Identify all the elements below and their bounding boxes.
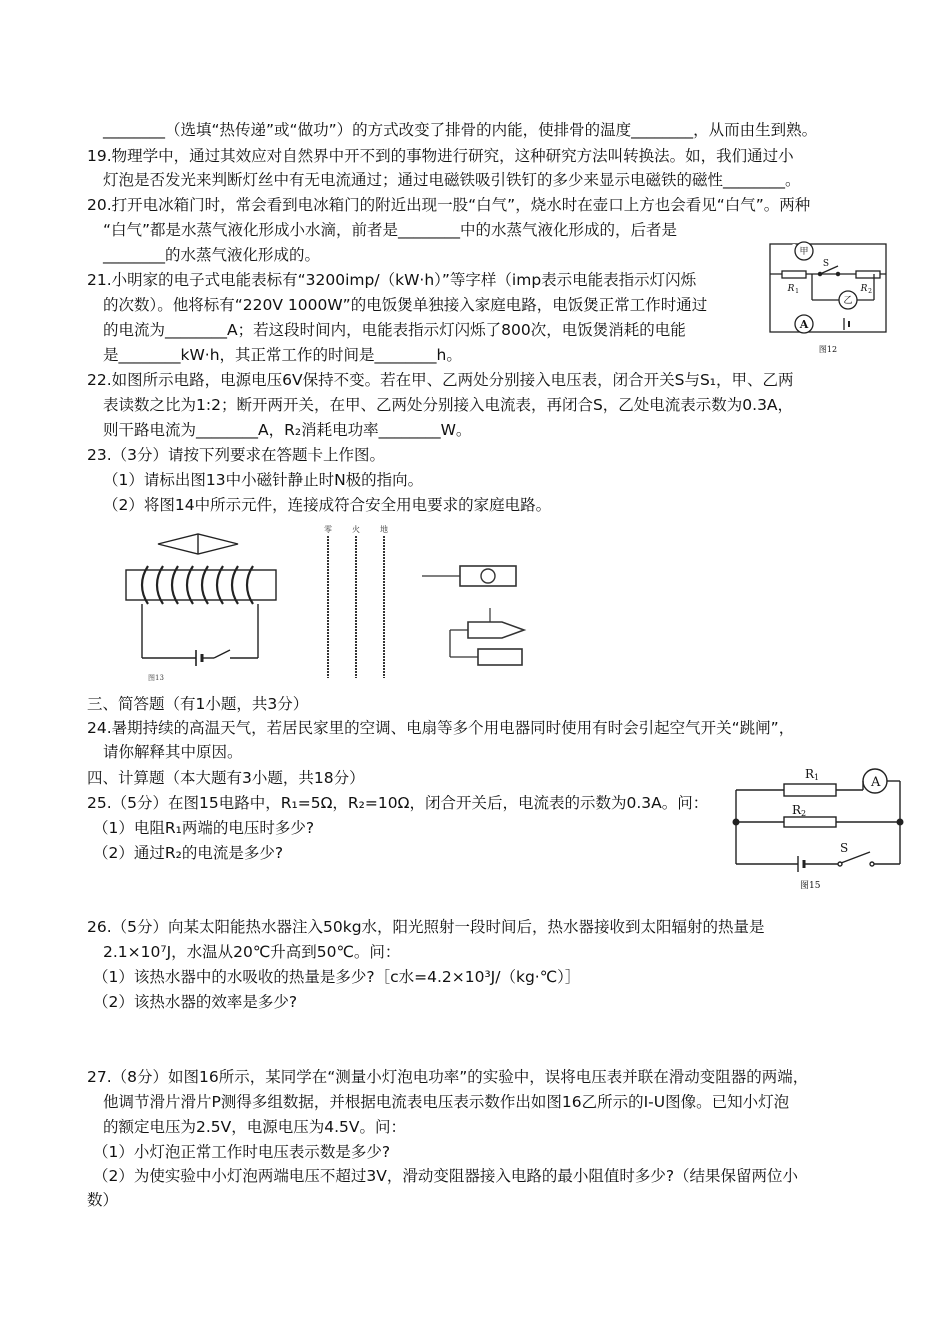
fig13-caption: 图13	[148, 674, 164, 682]
fig12-r2-sub: 2	[868, 288, 872, 295]
q25-line: 25.（5分）在图15电路中，R₁=5Ω，R₂=10Ω，闭合开关后，电流表的示数为0.3A。问：	[87, 794, 709, 812]
fig14-label-ground: 地	[380, 525, 388, 534]
q26-sub-2: （2）该热水器的效率是多少?	[93, 993, 298, 1011]
q26-line-2: 2.1×10⁷J，水温从20℃升高到50℃。问：	[103, 943, 401, 961]
q24-line-1: 24.暑期持续的高温天气，若居民家里的空调、电扇等多个用电器同时使用有时会引起空气开关“跳闸”，	[87, 719, 795, 737]
q25-sub-1: （1）电阻R₁两端的电压时多少?	[93, 819, 315, 837]
q26-line-1: 26.（5分）向某太阳能热水器注入50kg水，阳光照射一段时间后，热水器接收到太阳辐射的热量是	[87, 918, 765, 936]
fig15-switch-label: S	[840, 841, 849, 855]
fig12-jia-label: 甲	[799, 247, 809, 257]
fig14-label-neutral: 零	[324, 525, 332, 534]
fig15-r1-label: R	[805, 767, 815, 781]
fig12-caption: 图12	[818, 345, 838, 354]
q22-line-3: 则干路电流为________A，R₂消耗电功率________W。	[103, 421, 472, 439]
q24-line-2: 请你解释其中原因。	[103, 743, 243, 761]
q21-line-3: 的电流为________A；若这段时间内，电能表指示灯闪烁了800次，电饭煲消耗的电能	[103, 321, 686, 339]
lamp-icon	[468, 622, 524, 638]
section-3-heading: 三、简答题（有1小题，共3分）	[87, 695, 309, 713]
q19-line-2: 灯泡是否发光来判断灯丝中有无电流通过；通过电磁铁吸引铁钉的多少来显示电磁铁的磁性________。	[103, 171, 801, 189]
q27-line-3: 的额定电压为2.5V，电源电压为4.5V。问：	[103, 1118, 407, 1136]
fig12-r2-label: R	[860, 284, 868, 294]
fig14-label-live: 火	[352, 525, 360, 534]
fig15-caption: 图15	[800, 881, 821, 891]
fig12-r1-label: R	[787, 284, 795, 294]
fig15-r2-label: R	[792, 803, 802, 817]
switch-icon	[478, 649, 522, 665]
q27-line-1: 27.（8分）如图16所示，某同学在“测量小灯泡电功率”的实验中，误将电压表并联在滑动变阻器的两端，	[87, 1068, 809, 1086]
q20-line-2: “白气”都是水蒸气液化形成小水滴，前者是________中的水蒸气液化形成的，后者是	[103, 221, 678, 239]
q21-line-2: 的次数）。他将标有“220V 1000W”的电饭煲单独接入家庭电路，电饭煲正常工作时通过	[103, 296, 708, 314]
q23-sub-2: （2）将图14中所示元件，连接成符合安全用电要求的家庭电路。	[103, 496, 552, 514]
q22-line-2: 表读数之比为1:2；断开两开关，在甲、乙两处分别接入电流表，再闭合S，乙处电流表示数为0.3A，	[103, 396, 794, 414]
fig12-ammeter-label: A	[799, 318, 809, 331]
q26-sub-1: （1）该热水器中的水吸收的热量是多少?［c水=4.2×10³J/（kg·℃）］	[93, 968, 581, 986]
q21-line-1: 21.小明家的电子式电能表标有“3200imp/（kW·h）”等字样（imp表示电能表指示灯闪烁	[87, 271, 697, 289]
fig15-r1-sub: 1	[814, 773, 820, 782]
fig12-s-label: S	[822, 259, 830, 269]
q22-line-1: 22.如图所示电路，电源电压6V保持不变。若在甲、乙两处分别接入电压表，闭合开关S与S₁，甲、乙两	[87, 371, 794, 389]
figure-15-circuit	[728, 760, 908, 892]
q20-line-3: ________的水蒸气液化形成的。	[103, 246, 321, 264]
figure-14-household-wiring	[310, 522, 610, 682]
q27-line-2: 他调节滑片滑片P测得多组数据，并根据电流表电压表示数作出如图16乙所示的I-U图像。已知小灯泡	[103, 1093, 790, 1111]
figure-12-circuit	[764, 238, 892, 360]
section-4-heading: 四、计算题（本大题有3小题，共18分）	[87, 769, 365, 787]
q23-sub-1: （1）请标出图13中小磁针静止时N极的指向。	[103, 471, 424, 489]
q19-line-1: 19.物理学中，通过其效应对自然界中开不到的事物进行研究，这种研究方法叫转换法。如，我们通过小	[87, 147, 794, 165]
q25-sub-2: （2）通过R₂的电流是多少?	[93, 844, 284, 862]
q18-continuation-line: ________（选填“热传递”或“做功”）的方式改变了排骨的内能，使排骨的温度________，从而由生到熟。	[103, 121, 818, 139]
q20-line-1: 20.打开电冰箱门时，常会看到电冰箱门的附近出现一股“白气”，烧水时在壶口上方也会看见“白气”。两种	[87, 196, 811, 214]
q27-sub-1: （1）小灯泡正常工作时电压表示数是多少?	[93, 1143, 391, 1161]
figure-13-solenoid	[118, 528, 288, 684]
q21-line-4: 是________kW·h，其正常工作的时间是________h。	[103, 346, 462, 364]
fig12-r1-sub: 1	[795, 288, 799, 295]
fig12-yi-label: 乙	[843, 296, 853, 306]
q27-sub-2-cont: 数）	[87, 1191, 119, 1209]
q23-line: 23.（3分）请按下列要求在答题卡上作图。	[87, 446, 386, 464]
q27-sub-2: （2）为使实验中小灯泡两端电压不超过3V，滑动变阻器接入电路的最小阻值时多少?（结果保留两位小	[93, 1167, 799, 1185]
fig15-r2-sub: 2	[801, 809, 807, 818]
fig15-ammeter-label: A	[871, 775, 881, 790]
